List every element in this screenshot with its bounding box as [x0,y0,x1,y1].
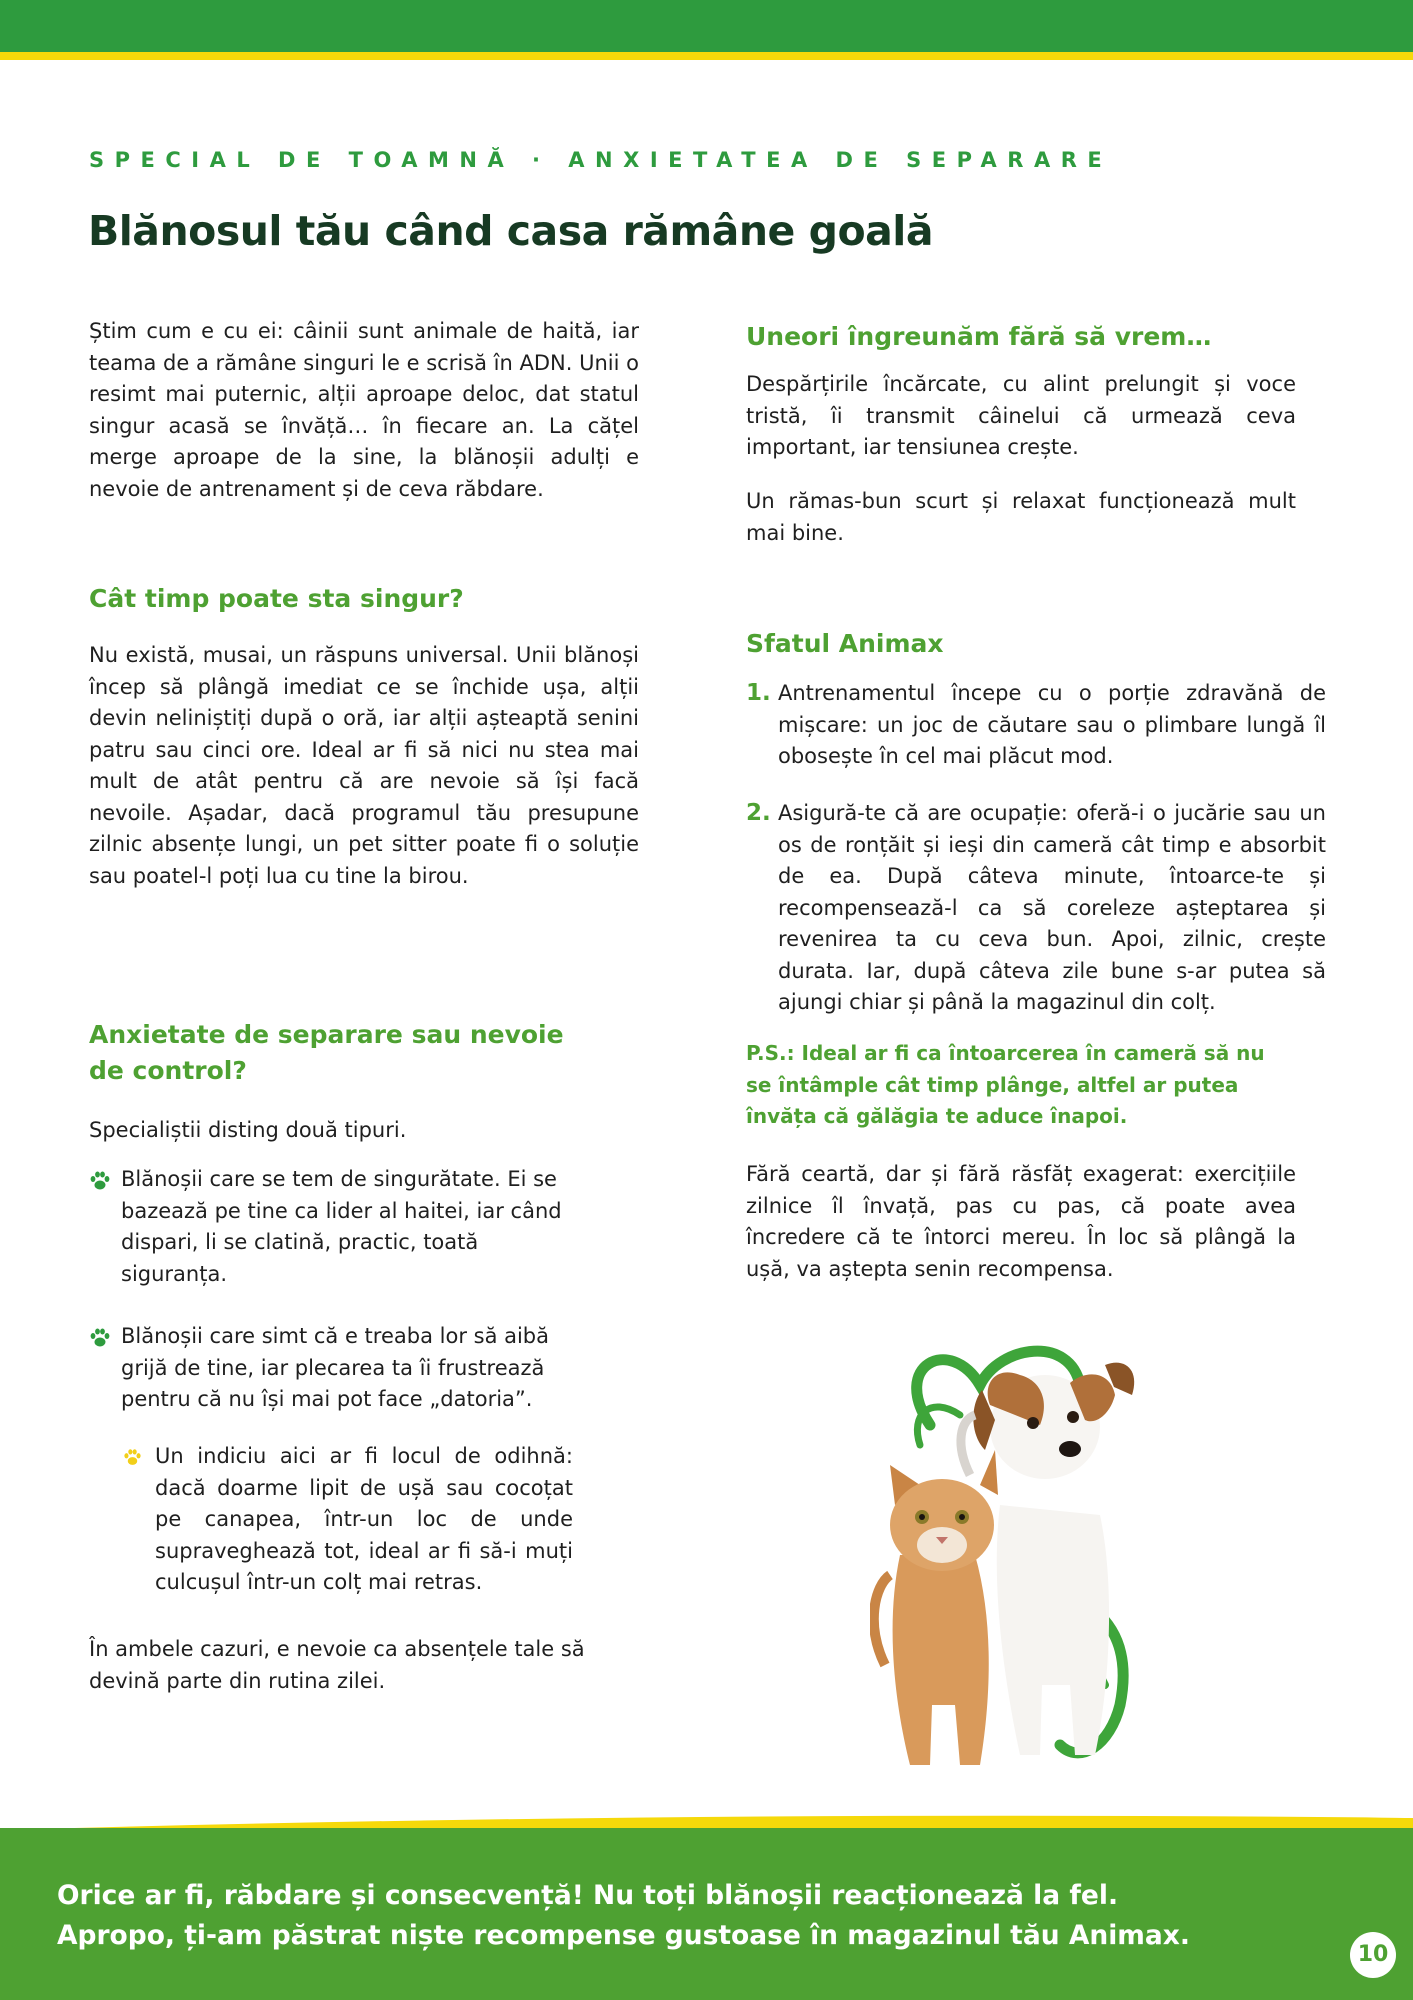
step-number: 1. [746,680,771,706]
numbered-step [746,678,1326,773]
top-brand-bar [0,0,1413,52]
page-number: 10 [1350,1932,1396,1978]
paw-icon [89,1327,111,1349]
closing-paragraph: În ambele cazuri, e nevoie ca absențele tale să devină parte din rutina zilei. [89,1637,585,1693]
numbered-step [746,798,1326,1019]
time-alone-paragraph: Nu există, musai, un răspuns universal. Unii blănoși încep să plângă imediat ce se închide ușa, alții devin neliniștiți după o oră, iar alții așteaptă senini patru sau cinci ore. Ideal ar fi să nici nu stea mai mult de atât pentru că are nevoie să își facă nevoile. Așadar, dacă programul tău presupune zilnic absențe lungi, un pet sitter poate fi o soluție sau poatel-l poți lua cu tine la birou. [89,643,639,888]
goodbyes-paragraph: Despărțirile încărcate, cu alint prelungit și voce tristă, îi transmit câinelui că urmează ceva important, iar tensiunea crește. [746,372,1296,459]
bullet-text: Blănoșii care simt că e treaba lor să aibă grijă de tine, iar plecarea ta îi frustrează pentru că nu își mai pot face „datoria”. [121,1324,550,1411]
intro-paragraph: Știm cum e cu ei: câinii sunt animale de haită, iar teama de a rămâne singuri le e scrisă în ADN. Unii o resimt mai puternic, alții aproape deloc, dat statul singur acasă se învăță… în fiecare an. La cățel merge aproape de la sine, la blănoșii adulți e nevoie de antrenament și de ceva răbdare. [89,319,639,501]
section-heading-animax-tip: Sfatul Animax [746,629,944,658]
list-item [89,1321,589,1416]
paw-icon [89,1170,111,1192]
section-heading-time-alone: Cât timp poate sta singur? [89,584,464,613]
footer-banner [0,1828,1413,2000]
paw-icon-yellow [123,1448,142,1467]
postscript-note: P.S.: Ideal ar fi ca întoarcerea în cameră să nu se întâmple cât timp plânge, altfel ar putea învăța că gălăgia te aduce înapoi. [746,1041,1265,1128]
two-types-intro: Specialiștii disting două tipuri. [89,1118,407,1142]
sub-bullet-text: Un indiciu aici ar fi locul de odihnă: dacă doarme lipit de ușă sau cocoțat pe canapea, într-un loc de unde supraveghează tot, ideal ar fi să-i muți culcușul într-un colț mai retras. [155,1444,573,1594]
step-number: 2. [746,800,771,826]
closing-paragraph-right: Fără ceartă, dar și fără răsfăț exagerat: exercițiile zilnice îl învață, pas cu pas, că poate avea încredere că te întorci mereu. În loc să plângă la ușă, va aștepta senin recompensa. [746,1162,1296,1281]
section-eyebrow: SPECIAL DE TOAMNĂ · ANXIETATEA DE SEPARARE [89,148,1113,172]
list-item [89,1164,589,1290]
heading-line-1: Anxietate de separare sau nevoie [89,1020,564,1049]
section-heading-separation-anxiety [89,1017,639,1089]
top-yellow-stripe [0,52,1413,60]
footer-line-1: Orice ar fi, răbdare și consecvență! Nu toți blănoșii reacționează la fel. [57,1880,1119,1911]
bullet-text: Blănoșii care se tem de singurătate. Ei se bazează pe tine ca lider al haitei, iar când dispari, li se clatină, practic, toată siguranța. [121,1167,562,1286]
cat-figure [874,1450,998,1765]
sub-list-item [123,1441,573,1599]
footer-line-2: Apropo, ți-am păstrat niște recompense gustoase în magazinul tău Animax. [57,1920,1190,1951]
short-goodbye-paragraph: Un rămas-bun scurt și relaxat funcționează mult mai bine. [746,489,1296,545]
heading-line-2: de control? [89,1056,247,1085]
page-title: Blănosul tău când casa rămâne goală [88,207,934,255]
section-heading-making-it-harder: Uneori îngreunăm fără să vrem… [746,322,1212,351]
step-text: Asigură-te că are ocupație: oferă-i o jucărie sau un os de ronțăit și ieși din cameră cât timp e absorbit de ea. După câteva minute, întoarce-te și recompensează-l ca să coreleze așteptarea și revenirea ta cu ceva bun. Apoi, zilnic, crește durata. Iar, după câteva zile bune s-ar putea să ajungi chiar și până la magazinul din colț. [778,801,1326,1014]
cat-and-dog-illustration [870,1325,1210,1795]
step-text: Antrenamentul începe cu o porție zdravănă de mișcare: un joc de căutare sau o plimbare lungă îl obosește în cel mai plăcut mod. [778,681,1326,768]
